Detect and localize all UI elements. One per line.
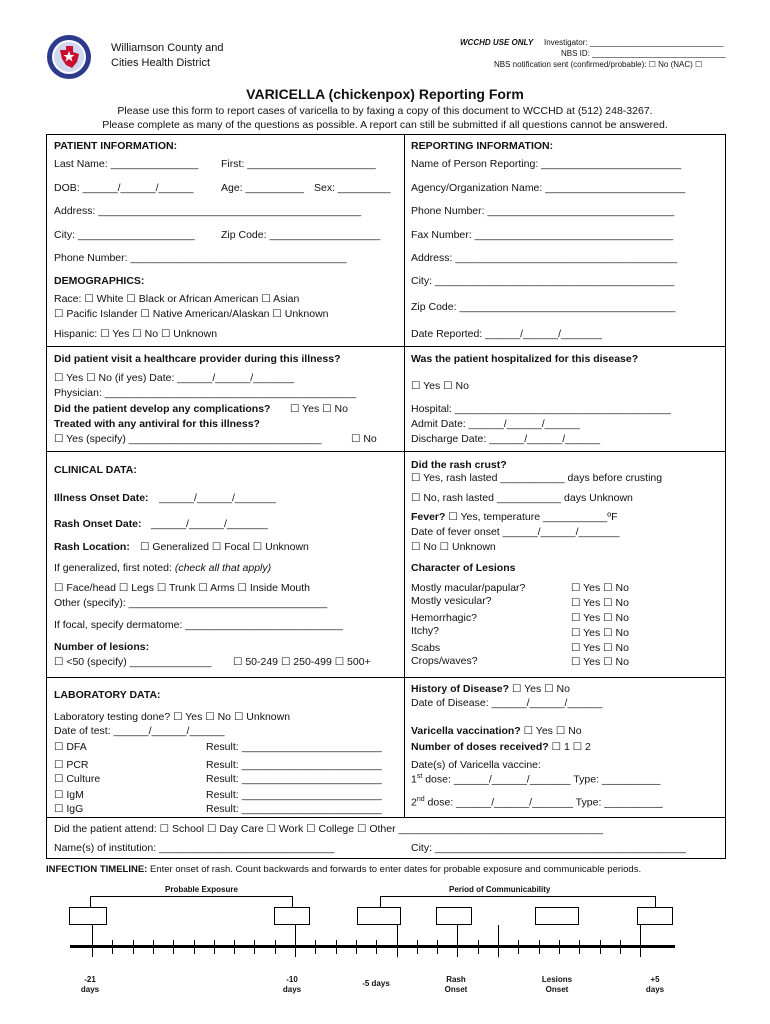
probable-exposure-label: Probable Exposure <box>165 885 238 894</box>
timeline-date-box[interactable] <box>637 907 673 925</box>
lab-test-checkbox[interactable]: ☐ Culture <box>54 773 101 785</box>
lesion-character-label: Hemorrhagic? <box>411 612 477 624</box>
section-divider <box>46 346 726 347</box>
lab-testing-options[interactable]: Laboratory testing done? ☐ Yes ☐ No ☐ Unknown <box>54 711 291 723</box>
patient-info-heading: PATIENT INFORMATION: <box>54 140 178 152</box>
timeline-tick <box>112 940 113 954</box>
timeline-date-box[interactable] <box>357 907 401 925</box>
lab-test-result-field[interactable]: Result: ________________________ <box>206 803 382 815</box>
timeline-tick <box>336 940 337 954</box>
timeline-label: -5 days <box>362 979 390 988</box>
antiviral-question: Treated with any antiviral for this illness? <box>54 418 260 430</box>
timeline-date-box[interactable] <box>274 907 310 925</box>
timeline-tick <box>539 940 540 954</box>
character-of-lesions-heading: Character of Lesions <box>411 562 516 574</box>
antiviral-yes-field[interactable]: ☐ Yes (specify) _________________________________ <box>54 433 322 445</box>
communicability-label: Period of Communicability <box>449 885 551 894</box>
second-dose-field[interactable]: 2nd dose: ______/______/_______ Type: __________ <box>411 796 663 809</box>
timeline-label: +5 days <box>645 975 665 994</box>
first-dose-field[interactable]: 1st dose: ______/______/_______ Type: __________ <box>411 773 661 786</box>
lesions-under-50-field[interactable]: ☐ <50 (specify) ______________ <box>54 656 212 668</box>
section-divider <box>46 677 726 678</box>
lab-test-result-field[interactable]: Result: ________________________ <box>206 773 382 785</box>
history-row[interactable]: History of Disease? ☐ Yes ☐ No <box>411 683 570 695</box>
reporting-info-heading: REPORTING INFORMATION: <box>411 140 554 152</box>
timeline-tick <box>478 940 479 954</box>
instructions-line1: Please use this form to report cases of varicella to by faxing a copy of this document to WCCHD at (512) 248-3267. <box>117 105 653 117</box>
timeline-tick <box>417 940 418 954</box>
timeline-tick <box>133 940 134 954</box>
timeline-tick <box>457 925 458 957</box>
timeline-tick <box>295 925 296 957</box>
other-specify-field[interactable]: Other (specify): __________________________________ <box>54 597 328 609</box>
nbs-id-field[interactable]: NBS ID: ______________________________ <box>561 49 726 58</box>
rash-crust-question: Did the rash crust? <box>411 459 507 471</box>
timeline-tick <box>397 925 398 957</box>
if-generalized-label: If generalized, first noted: (check all that apply) <box>54 562 272 574</box>
lab-test-checkbox[interactable]: ☐ IgM <box>54 789 84 801</box>
timeline-date-box[interactable] <box>69 907 107 925</box>
timeline-tick <box>600 940 601 954</box>
doses-row[interactable]: Number of doses received? ☐ 1 ☐ 2 <box>411 741 591 753</box>
vaccination-row[interactable]: Varicella vaccination? ☐ Yes ☐ No <box>411 725 582 737</box>
lesions-count-heading: Number of lesions: <box>54 641 150 653</box>
timeline-tick <box>498 925 499 957</box>
age-field[interactable]: Age: __________ <box>221 182 304 194</box>
body-part-options[interactable]: ☐ Face/head ☐ Legs ☐ Trunk ☐ Arms ☐ Inside Mouth <box>54 582 311 594</box>
fever-row[interactable]: Fever? ☐ Yes, temperature ___________ºF <box>411 511 618 523</box>
hospital-field[interactable]: Hospital: _____________________________________ <box>411 403 671 415</box>
timeline-tick <box>194 940 195 954</box>
timeline-tick <box>254 940 255 954</box>
visit-question: Did patient visit a healthcare provider during this illness? <box>54 353 341 365</box>
complications-question: Did the patient develop any complications? <box>54 403 271 415</box>
discharge-date-field[interactable]: Discharge Date: ______/______/______ <box>411 433 601 445</box>
vaccine-dates-label: Date(s) of Varicella vaccine: <box>411 759 541 771</box>
institution-city-field[interactable]: City: ___________________________________________ <box>411 842 687 854</box>
investigator-field[interactable]: Investigator: ______________________________ <box>544 38 724 47</box>
lesion-character-label: Mostly vesicular? <box>411 595 492 607</box>
instructions-line2: Please complete as many of the questions as possible. A report can still be submitted if all questions cannot be answered. <box>102 119 668 131</box>
reporter-zip-field[interactable]: Zip Code: _____________________________________ <box>411 301 676 313</box>
attend-options[interactable]: Did the patient attend: ☐ School ☐ Day Care ☐ Work ☐ College ☐ Other ___________________________________ <box>54 823 603 835</box>
timeline-tick <box>518 940 519 954</box>
lesion-character-options[interactable]: ☐ Yes ☐ No <box>571 642 629 654</box>
hispanic-options[interactable]: Hispanic: ☐ Yes ☐ No ☐ Unknown <box>54 328 218 340</box>
timeline-tick <box>376 940 377 954</box>
visit-options[interactable]: ☐ Yes ☐ No (if yes) Date: ______/______/_______ <box>54 372 295 384</box>
rash-location-options[interactable]: ☐ Generalized ☐ Focal ☐ Unknown <box>140 541 309 553</box>
laboratory-data-heading: LABORATORY DATA: <box>54 689 161 701</box>
lesion-character-options[interactable]: ☐ Yes ☐ No <box>571 627 629 639</box>
reporter-city-field[interactable]: City: _________________________________________ <box>411 275 675 287</box>
agency-field[interactable]: Agency/Organization Name: ________________________ <box>411 182 686 194</box>
timeline-tick <box>173 940 174 954</box>
lab-test-result-field[interactable]: Result: ________________________ <box>206 741 382 753</box>
reporter-name-field[interactable]: Name of Person Reporting: ________________________ <box>411 158 682 170</box>
hospitalized-options[interactable]: ☐ Yes ☐ No <box>411 380 469 392</box>
hospitalized-question: Was the patient hospitalized for this disease? <box>411 353 639 365</box>
timeline-tick <box>640 925 641 957</box>
antiviral-no-checkbox[interactable]: ☐ No <box>351 433 377 445</box>
timeline-tick <box>92 925 93 957</box>
race-options[interactable]: Race: ☐ White ☐ Black or African American ☐ Asian <box>54 293 300 305</box>
lesion-character-label: Scabs <box>411 642 441 654</box>
wcchd-use-only: WCCHD USE ONLY <box>460 38 534 47</box>
timeline-tick <box>620 940 621 954</box>
timeline-date-box[interactable] <box>436 907 472 925</box>
timeline-tick <box>579 940 580 954</box>
last-name-field[interactable]: Last Name: _______________ <box>54 158 199 170</box>
dob-field[interactable]: DOB: ______/______/______ <box>54 182 194 194</box>
section-divider <box>46 817 726 818</box>
city-field[interactable]: City: ____________________ <box>54 229 195 241</box>
column-divider <box>404 134 405 817</box>
timeline-tick <box>356 940 357 954</box>
sex-field[interactable]: Sex: _________ <box>314 182 391 194</box>
fever-no-options[interactable]: ☐ No ☐ Unknown <box>411 541 496 553</box>
fax-field[interactable]: Fax Number: __________________________________ <box>411 229 674 241</box>
timeline-label: -10 days <box>282 975 302 994</box>
lab-test-checkbox[interactable]: ☐ PCR <box>54 759 89 771</box>
lab-test-result-field[interactable]: Result: ________________________ <box>206 789 382 801</box>
admit-date-field[interactable]: Admit Date: ______/______/______ <box>411 418 580 430</box>
phone-field[interactable]: Phone Number: _____________________________________ <box>54 252 347 264</box>
timeline-tick <box>315 940 316 954</box>
infection-timeline-instructions: INFECTION TIMELINE: Enter onset of rash. Count backwards and forwards to enter dates for probable exposure and communicable periods. <box>46 864 642 875</box>
dermatome-field[interactable]: If focal, specify dermatome: ___________________________ <box>54 619 343 631</box>
timeline-tick <box>214 940 215 954</box>
timeline-label: Rash Onset <box>444 975 468 994</box>
org-name-line1: Williamson County and <box>111 42 224 54</box>
lesion-character-label: Crops/waves? <box>411 655 478 667</box>
address-field[interactable]: Address: _____________________________________________ <box>54 205 362 217</box>
illness-onset-field[interactable]: ______/______/_______ <box>159 492 276 504</box>
lesion-character-options[interactable]: ☐ Yes ☐ No <box>571 582 629 594</box>
section-divider <box>46 451 726 452</box>
lesion-character-options[interactable]: ☐ Yes ☐ No <box>571 612 629 624</box>
communicability-bracket <box>380 896 655 897</box>
timeline-line <box>70 945 675 948</box>
lab-test-checkbox[interactable]: ☐ IgG <box>54 803 84 815</box>
reporter-phone-field[interactable]: Phone Number: ________________________________ <box>411 205 675 217</box>
health-district-logo <box>46 34 92 80</box>
lesions-range-options[interactable]: ☐ 50-249 ☐ 250-499 ☐ 500+ <box>233 656 371 668</box>
date-of-test-field[interactable]: Date of test: ______/______/______ <box>54 725 225 737</box>
complications-options[interactable]: ☐ Yes ☐ No <box>290 403 348 415</box>
org-name-line2: Cities Health District <box>111 57 211 69</box>
demographics-heading: DEMOGRAPHICS: <box>54 275 145 287</box>
timeline-tick <box>437 940 438 954</box>
rash-crust-no-field[interactable]: ☐ No, rash lasted ___________ days Unknown <box>411 492 633 504</box>
rash-location-label: Rash Location: <box>54 541 130 553</box>
timeline-label: -21 days <box>80 975 100 994</box>
timeline-date-box[interactable] <box>535 907 579 925</box>
timeline-tick <box>153 940 154 954</box>
timeline-tick <box>275 940 276 954</box>
institution-field[interactable]: Name(s) of institution: ______________________________ <box>54 842 335 854</box>
physician-field[interactable]: Physician: ___________________________________________ <box>54 387 356 399</box>
nbs-notification-field[interactable]: NBS notification sent (confirmed/probable): ☐ No (NAC) ☐ <box>494 60 703 69</box>
zip-code-field[interactable]: Zip Code: ___________________ <box>221 229 381 241</box>
fever-onset-field[interactable]: Date of fever onset ______/______/_______ <box>411 526 620 538</box>
date-reported-field[interactable]: Date Reported: ______/______/_______ <box>411 328 602 340</box>
reporter-address-field[interactable]: Address: ______________________________________ <box>411 252 678 264</box>
form-title: VARICELLA (chickenpox) Reporting Form <box>246 86 524 102</box>
illness-onset-label: Illness Onset Date: <box>54 492 149 504</box>
rash-crust-yes-field[interactable]: ☐ Yes, rash lasted ___________ days before crusting <box>411 472 663 484</box>
timeline-tick <box>234 940 235 954</box>
lesion-character-label: Mostly macular/papular? <box>411 582 526 594</box>
race-options-2[interactable]: ☐ Pacific Islander ☐ Native American/Alaskan ☐ Unknown <box>54 308 329 320</box>
date-of-disease-field[interactable]: Date of Disease: ______/______/______ <box>411 697 603 709</box>
timeline-tick <box>559 940 560 954</box>
lesion-character-options[interactable]: ☐ Yes ☐ No <box>571 656 629 668</box>
clinical-data-heading: CLINICAL DATA: <box>54 464 137 476</box>
rash-onset-label: Rash Onset Date: <box>54 518 142 530</box>
rash-onset-field[interactable]: ______/______/_______ <box>151 518 268 530</box>
lesion-character-options[interactable]: ☐ Yes ☐ No <box>571 597 629 609</box>
exposure-bracket <box>90 896 293 897</box>
timeline-label: Lesions Onset <box>541 975 573 994</box>
lab-test-result-field[interactable]: Result: ________________________ <box>206 759 382 771</box>
first-name-field[interactable]: First: ______________________ <box>221 158 376 170</box>
lesion-character-label: Itchy? <box>411 625 440 637</box>
lab-test-checkbox[interactable]: ☐ DFA <box>54 741 87 753</box>
